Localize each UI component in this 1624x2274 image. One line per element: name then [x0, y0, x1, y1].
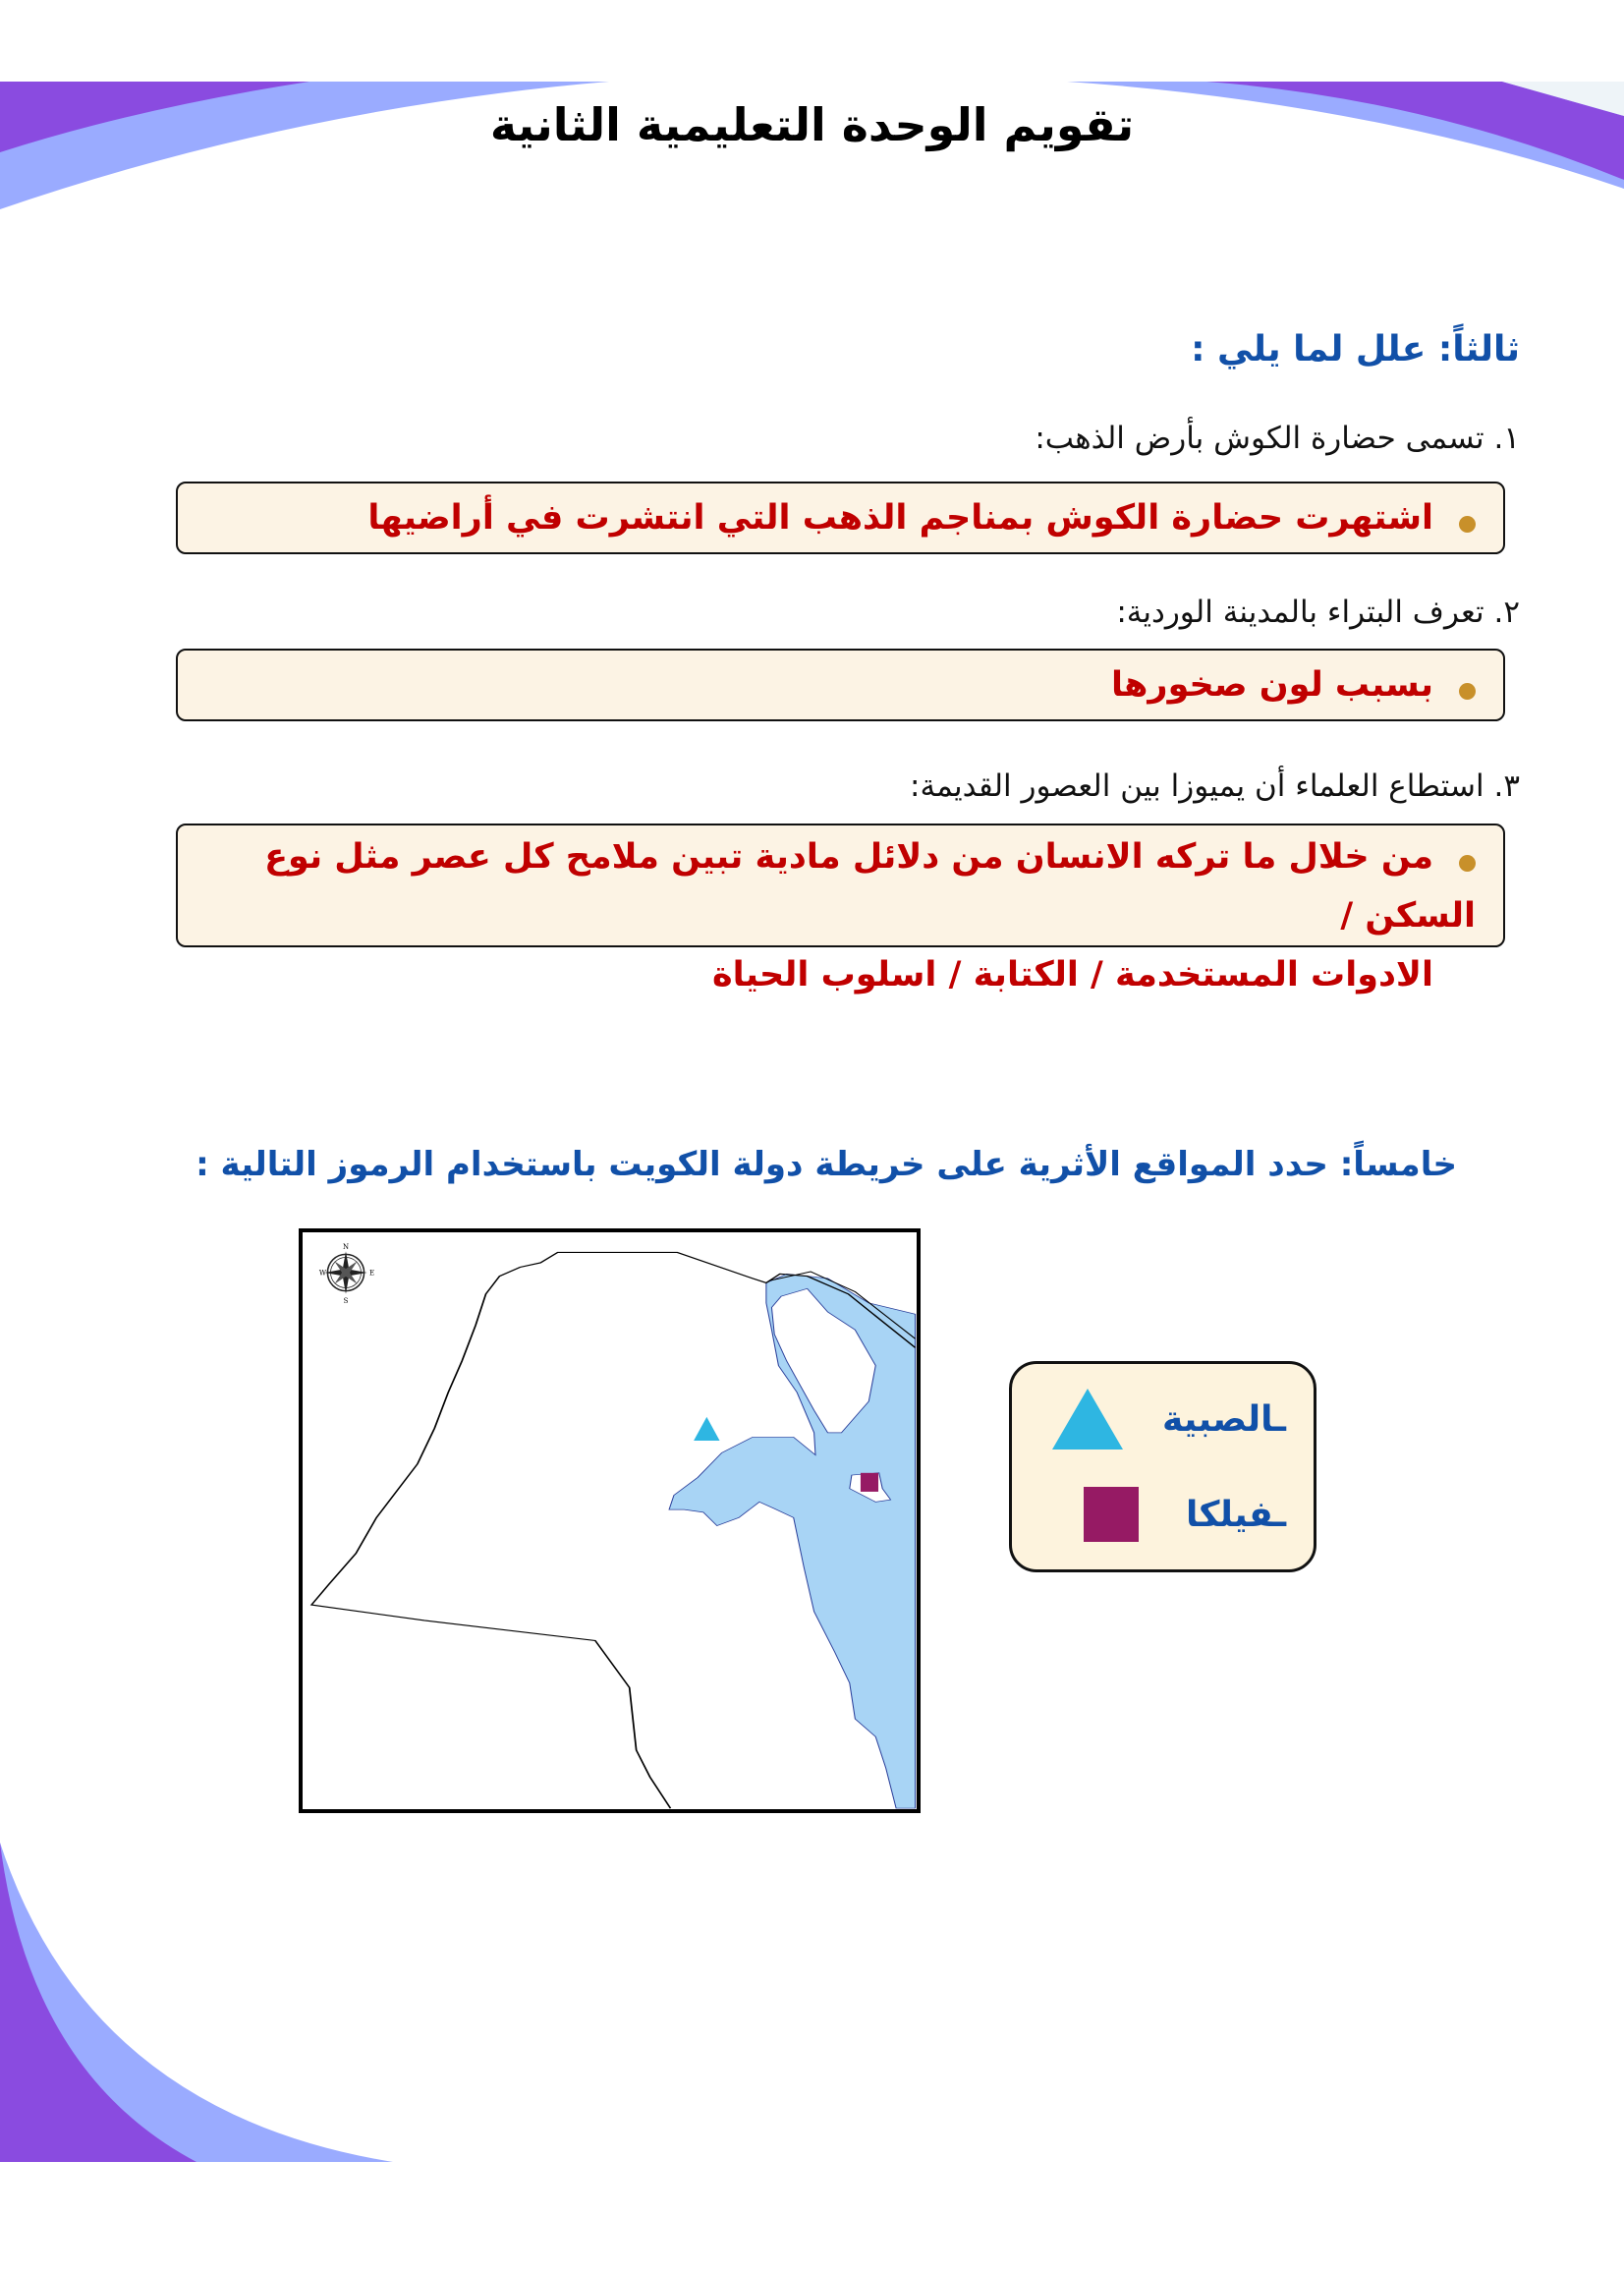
failaka-marker [861, 1473, 878, 1492]
answer-3-line-1: من خلال ما تركه الانسان من دلائل مادية تبين ملامح كل عصر مثل نوع السكن / [264, 837, 1476, 936]
answer-box-3 [176, 824, 1505, 995]
answer-3-line-2: الادوات المستخدمة / الكتابة / اسلوب الحياة [711, 955, 1433, 995]
compass-rose-icon [316, 1242, 375, 1303]
bullet-icon [1459, 516, 1476, 533]
compass-s: S [343, 1297, 349, 1303]
kuwait-map [299, 1228, 921, 1813]
answer-1: اشتهرت حضارة الكوش بمناجم الذهب التي انتشرت في أراضيها [367, 498, 1433, 538]
page-title: تقويم الوحدة التعليمية الثانية [489, 98, 1135, 151]
answer-box-2 [176, 649, 1505, 721]
answer-box-1 [176, 482, 1505, 554]
map-legend [1009, 1361, 1316, 1572]
triangle-icon [1052, 1389, 1123, 1450]
bullet-icon [1459, 855, 1476, 872]
section3-heading: ثالثاً: علل لما يلي : [1191, 329, 1520, 370]
compass-w: W [318, 1269, 327, 1278]
question-2: ٢. تعرف البتراء بالمدينة الوردية: [1116, 595, 1520, 630]
legend-label: ـالصبية [1161, 1398, 1286, 1440]
legend-label: ـفيلكا [1185, 1494, 1286, 1535]
legend-item-failaka [1076, 1487, 1286, 1542]
subiya-marker [694, 1417, 719, 1441]
question-1: ١. تسمى حضارة الكوش بأرض الذهب: [1035, 421, 1520, 456]
square-icon [1076, 1487, 1147, 1542]
legend-item-subiya [1052, 1389, 1286, 1450]
answer-2: بسبب لون صخورها [1111, 665, 1433, 705]
question-3: ٣. استطاع العلماء أن يميوزا بين العصور القديمة: [910, 768, 1520, 804]
compass-n: N [342, 1242, 350, 1251]
compass-e: E [369, 1269, 375, 1278]
section5-heading: خامساً: حدد المواقع الأثرية على خريطة دولة الكويت باستخدام الرموز التالية : [196, 1145, 1457, 1184]
map-drawing [303, 1232, 917, 1809]
bullet-icon [1459, 683, 1476, 700]
